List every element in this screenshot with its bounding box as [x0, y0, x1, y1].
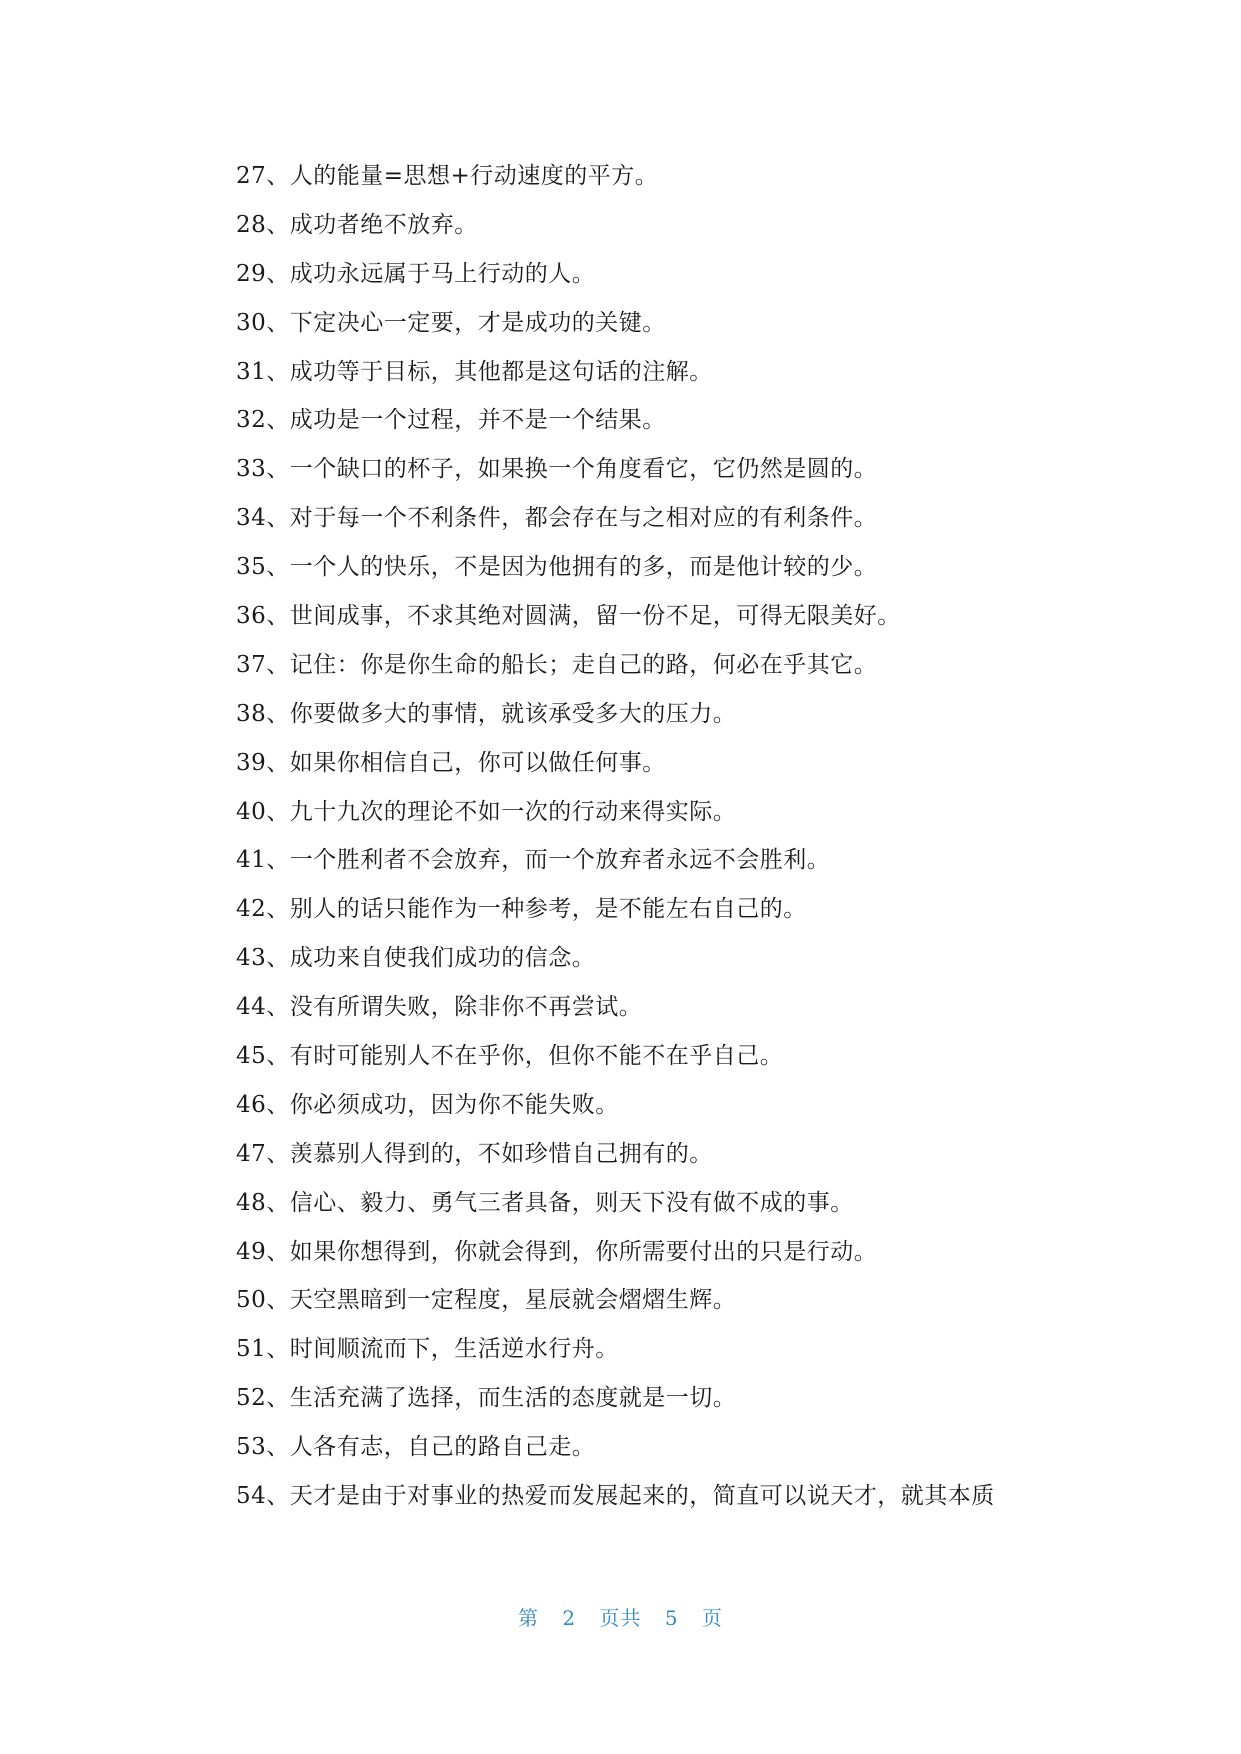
quote-line: 54、天才是由于对事业的热爱而发展起来的，简直可以说天才，就其本质 [236, 1483, 995, 1510]
quote-line: 39、如果你相信自己，你可以做任何事。 [236, 749, 666, 776]
quote-line: 31、成功等于目标，其他都是这句话的注解。 [236, 358, 713, 385]
quote-line: 50、天空黑暗到一定程度，星辰就会熠熠生辉。 [236, 1287, 737, 1314]
quote-line: 45、有时可能别人不在乎你，但你不能不在乎自己。 [236, 1043, 784, 1070]
quote-line: 27、人的能量=思想+行动速度的平方。 [236, 163, 659, 189]
quote-line: 52、生活充满了选择，而生活的态度就是一切。 [236, 1385, 737, 1412]
quote-line: 51、时间顺流而下，生活逆水行舟。 [236, 1336, 619, 1363]
quote-line: 29、成功永远属于马上行动的人。 [236, 260, 596, 287]
quote-line: 32、成功是一个过程，并不是一个结果。 [236, 407, 666, 434]
quote-line: 40、九十九次的理论不如一次的行动来得实际。 [236, 798, 737, 825]
quote-line: 53、人各有志，自己的路自己走。 [236, 1434, 596, 1461]
quote-line: 43、成功来自使我们成功的信念。 [236, 945, 596, 972]
quote-line: 47、羡慕别人得到的，不如珍惜自己拥有的。 [236, 1140, 713, 1167]
page-footer [0, 1602, 1241, 1631]
quote-line: 30、下定决心一定要，才是成功的关键。 [236, 309, 666, 336]
footer-prefix: 第 [518, 1606, 540, 1630]
quote-line: 35、一个人的快乐，不是因为他拥有的多，而是他计较的少。 [236, 554, 878, 581]
quote-line: 42、别人的话只能作为一种参考，是不能左右自己的。 [236, 896, 807, 923]
quote-line: 34、对于每一个不利条件，都会存在与之相对应的有利条件。 [236, 505, 878, 532]
quote-line: 37、记住：你是你生命的船长；走自己的路，何必在乎其它。 [236, 651, 878, 678]
quote-line: 28、成功者绝不放弃。 [236, 211, 478, 238]
quote-line: 36、世间成事，不求其绝对圆满，留一份不足，可得无限美好。 [236, 603, 901, 630]
quote-line: 46、你必须成功，因为你不能失败。 [236, 1091, 619, 1118]
quote-line: 38、你要做多大的事情，就该承受多大的压力。 [236, 700, 737, 727]
quote-list [236, 152, 1096, 1521]
quote-line: 33、一个缺口的杯子，如果换一个角度看它，它仍然是圆的。 [236, 456, 878, 483]
quote-line: 41、一个胜利者不会放弃，而一个放弃者永远不会胜利。 [236, 847, 831, 874]
footer-middle: 页共 [599, 1606, 642, 1630]
quote-line: 49、如果你想得到，你就会得到，你所需要付出的只是行动。 [236, 1238, 878, 1265]
quote-line: 48、信心、毅力、勇气三者具备，则天下没有做不成的事。 [236, 1189, 854, 1216]
footer-suffix: 页 [701, 1606, 723, 1630]
footer-current-page: 2 [562, 1606, 577, 1630]
footer-total-pages: 5 [664, 1606, 679, 1630]
quote-line: 44、没有所谓失败，除非你不再尝试。 [236, 994, 643, 1021]
